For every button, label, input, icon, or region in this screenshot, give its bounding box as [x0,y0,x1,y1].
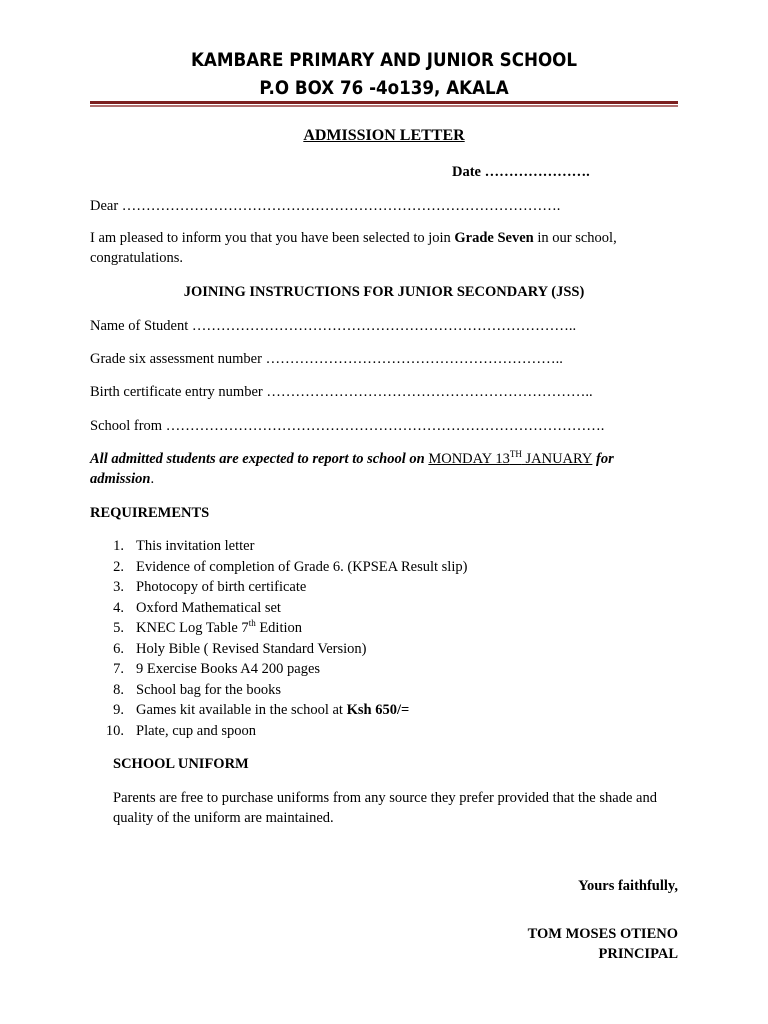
requirements-list [90,536,467,741]
uniform-heading: SCHOOL UNIFORM [113,756,249,772]
date-line: Date …………………. [452,164,590,180]
games-kit-price: Ksh 650/= [346,702,410,718]
field-student-name: Name of Student …………………………………………………………………….. [90,318,577,334]
list-item: 4. Oxford Mathematical set [113,599,281,616]
salutation-line: Dear ………………………………………………………………………………. [90,198,561,214]
list-item: 5. KNEC Log Table 7th Edition [113,618,303,636]
signatory-role: PRINCIPAL [598,946,678,962]
field-school-from: School from ………………………………………………………………………………. [90,418,605,434]
list-item: 8. School bag for the books [113,681,281,698]
instructions-heading: JOINING INSTRUCTIONS FOR JUNIOR SECONDARY (JSS) [183,284,585,300]
reporting-date: MONDAY 13TH JANUARY [428,449,593,467]
uniform-paragraph: Parents are free to purchase uniforms from any source they prefer provided that the shade and quality of the uniform are maintained. [113,790,657,826]
list-item: 2. Evidence of completion of Grade 6. (KPSEA Result slip) [113,558,468,575]
field-assessment-number: Grade six assessment number …………………………………………………….. [90,351,563,367]
header-divider-secondary [90,105,678,107]
field-birth-certificate: Birth certificate entry number ………………………………………………………….. [90,384,593,400]
list-item: 10. Plate, cup and spoon [105,722,257,739]
letter-title: ADMISSION LETTER [303,127,465,144]
requirements-heading: REQUIREMENTS [90,505,210,521]
list-item: 3. Photocopy of birth certificate [113,579,307,595]
school-name: KAMBARE PRIMARY AND JUNIOR SCHOOL [190,49,578,71]
grade-text: Grade Seven [454,230,534,246]
school-address: P.O BOX 76 -4o139, AKALA [259,77,509,99]
valediction: Yours faithfully, [578,878,678,894]
reporting-notice: All admitted students are expected to report to school on MONDAY 13TH JANUARY for admission. [90,449,614,487]
letterhead [46,46,722,102]
intro-paragraph: I am pleased to inform you that you have been selected to join Grade Seven in our school, congratulations. [90,230,617,266]
signatory-name: TOM MOSES OTIENO [527,926,678,942]
list-item: 9. Games kit available in the school at Ksh 650/= [113,702,410,718]
list-item: 1. This invitation letter [113,538,255,554]
header-divider [90,101,678,104]
list-item: 7. 9 Exercise Books A4 200 pages [113,661,321,677]
list-item: 6. Holy Bible ( Revised Standard Version) [113,640,367,657]
